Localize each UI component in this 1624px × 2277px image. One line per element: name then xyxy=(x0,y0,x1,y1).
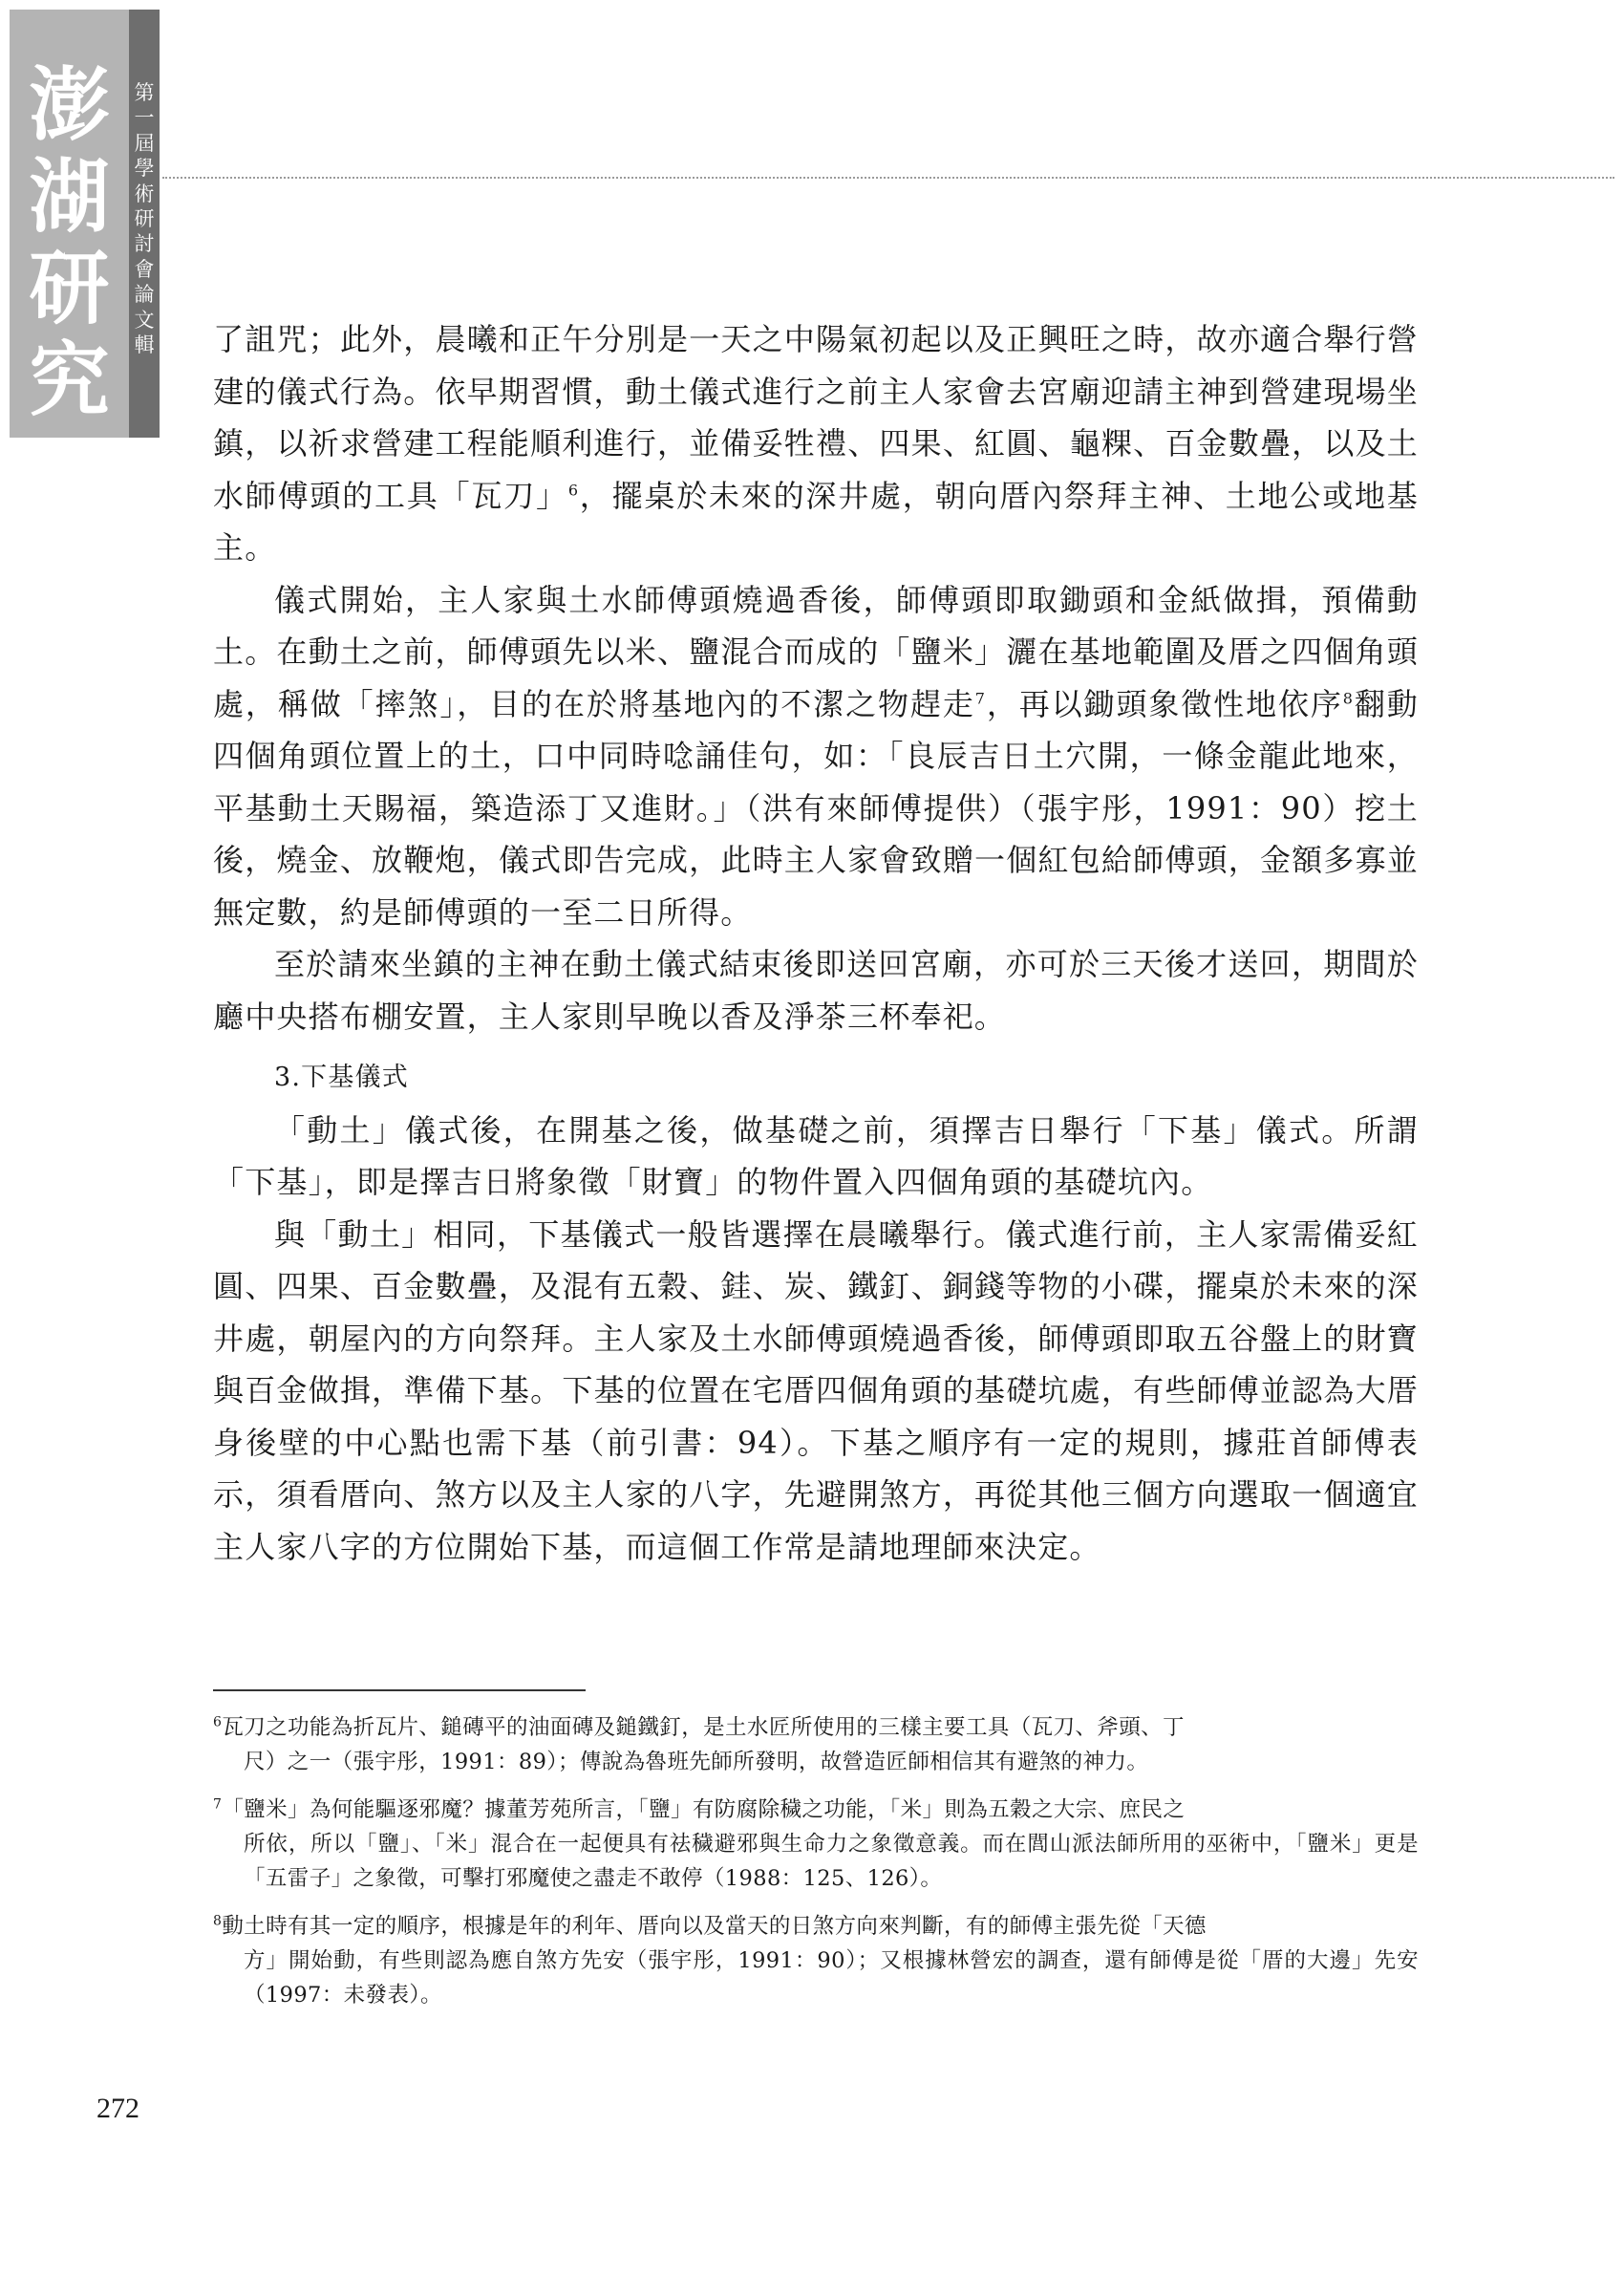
footnote xyxy=(213,1710,1419,1779)
page-number: 272 xyxy=(96,2093,139,2124)
series-header xyxy=(10,10,160,438)
footnote xyxy=(213,1793,1419,1896)
series-subtitle-char: 第 xyxy=(134,81,155,104)
series-title-char: 究 xyxy=(29,333,110,427)
text-run: 了詛咒；此外，晨曦和正午分別是一天之中陽氣初起以及正興旺之時，故亦適合舉行營建的儀式行為。依早期習慣，動土儀式進行之前主人家會去宮廟迎請主神到營建現場坐鎮，以祈求營建工程能順利進行，並備妥牲禮、四果、紅圓、龜粿、百金數疊，以及土水師傅頭的工具「瓦刀」 xyxy=(213,321,1419,514)
series-subtitle-char: 文 xyxy=(134,308,155,332)
footnote-text: 動土時有其一定的順序，根據是年的利年、厝向以及當天的日煞方向來判斷，有的師傅主張先從「天德 xyxy=(222,1914,1207,1939)
footnote-text: 「鹽米」為何能驅逐邪魔？據董芳苑所言，「鹽」有防腐除穢之功能，「米」則為五穀之大宗、庶民之 xyxy=(222,1797,1186,1822)
paragraph: 「動土」儀式後，在開基之後，做基礎之前，須擇吉日舉行「下基」儀式。所謂「下基」，即是擇吉日將象徵「財寶」的物件置入四個角頭的基礎坑內。 xyxy=(213,1111,1419,1200)
footnote-text: 瓦刀之功能為折瓦片、鎚磚平的油面磚及鎚鐵釘，是土水匠所使用的三樣主要工具（瓦刀、斧頭、丁 xyxy=(222,1715,1185,1740)
section-heading: 3.下基儀式 xyxy=(274,1063,409,1092)
footnote-number: 7 xyxy=(213,1796,223,1813)
text-run: 翻動四個角頭位置上的土，口中同時唸誦佳句，如：「良辰吉日土穴開，一條金龍此地來，平基動土天賜福，築造添丁又進財。」（洪有來師傅提供）（張宇彤，1991：90）挖土後，燒金、放鞭炮，儀式即告完成，此時主人家會致贈一個紅包給師傅頭，金額多寡並無定數，約是師傅頭的一至二日所得。 xyxy=(213,685,1419,931)
footnote-divider xyxy=(213,1689,586,1691)
footnote-text: 方」開始動，有些則認為應自煞方先安（張宇彤，1991：90）；又根據林營宏的調查，還有師傅是從「厝的大邊」先安（1997：未發表）。 xyxy=(244,1948,1419,2008)
footnote xyxy=(213,1909,1419,2012)
text-run: ，再以鋤頭象徵性地依序 xyxy=(986,685,1343,722)
footnote-number: 8 xyxy=(213,1913,223,1929)
series-subtitle-char: 術 xyxy=(134,182,155,205)
series-title xyxy=(10,10,129,438)
series-subtitle-char: 論 xyxy=(134,283,155,307)
series-subtitle-char: 會 xyxy=(134,257,155,281)
series-title-char: 湖 xyxy=(29,149,110,244)
footnote-ref[interactable]: 6 xyxy=(567,480,580,499)
series-subtitle-char: 學 xyxy=(134,157,155,181)
paragraph: 至於請來坐鎮的主神在動土儀式結束後即送回宮廟，亦可於三天後才送回，期間於廳中央搭布棚安置，主人家則早晚以香及淨茶三杯奉祀。 xyxy=(213,946,1419,1035)
series-subtitle-char: 輯 xyxy=(134,333,155,357)
series-title-char: 研 xyxy=(29,241,110,335)
footnotes xyxy=(213,1710,1419,2026)
footnote-text: 尺）之一（張宇彤，1991：89）；傳說為魯班先師所發明，故營造匠師相信其有避煞的神力。 xyxy=(244,1750,1149,1774)
series-subtitle xyxy=(129,10,160,438)
series-title-char: 澎 xyxy=(29,57,110,152)
series-subtitle-char: 討 xyxy=(134,232,155,256)
footnote-text: 所依，所以「鹽」、「米」混合在一起便具有祛穢避邪與生命力之象徵意義。而在閭山派法師所用的巫術中，「鹽米」更是「五雷子」之象徵，可擊打邪魔使之盡走不敢停（1988：125、126）。 xyxy=(244,1832,1419,1891)
text-run: ，擺桌於未來的深井處，朝向厝內祭拜主神、土地公或地基主。 xyxy=(213,477,1420,566)
footnote-ref[interactable]: 8 xyxy=(1342,688,1355,707)
series-subtitle-char: 屆 xyxy=(134,131,155,155)
series-subtitle-char: 研 xyxy=(134,207,155,231)
series-subtitle-char: 一 xyxy=(134,106,155,130)
paragraph xyxy=(213,313,1419,574)
text-run: 儀式開始，主人家與土水師傅頭燒過香後，師傅頭即取鋤頭和金紙做揖，預備動土。在動土之前，師傅頭先以米、鹽混合而成的「鹽米」灑在基地範圍及厝之四個角頭處，稱做「摔煞」，目的在於將基地內的不潔之物趕走 xyxy=(213,581,1419,722)
paragraph xyxy=(213,574,1419,939)
footnote-number: 6 xyxy=(213,1714,223,1730)
paragraph: 與「動土」相同，下基儀式一般皆選擇在晨曦舉行。儀式進行前，主人家需備妥紅圓、四果、百金數疊，及混有五穀、銈、炭、鐵釘、銅錢等物的小碟，擺桌於未來的深井處，朝屋內的方向祭拜。主人家及土水師傅頭燒過香後，師傅頭即取五谷盤上的財寶與百金做揖，準備下基。下基的位置在宅厝四個角頭的基礎坑處，有些師傅並認為大厝身後壁的中心點也需下基（前引書：94）。下基之順序有一定的規則，據莊首師傅表示，須看厝向、煞方以及主人家的八字，先避開煞方，再從其他三個方向選取一個適宜主人家八字的方位開始下基，而這個工作常是請地理師來決定。 xyxy=(213,1215,1419,1565)
footnote-ref[interactable]: 7 xyxy=(974,688,987,707)
main-text xyxy=(213,313,1419,1573)
header-divider xyxy=(162,177,1614,179)
